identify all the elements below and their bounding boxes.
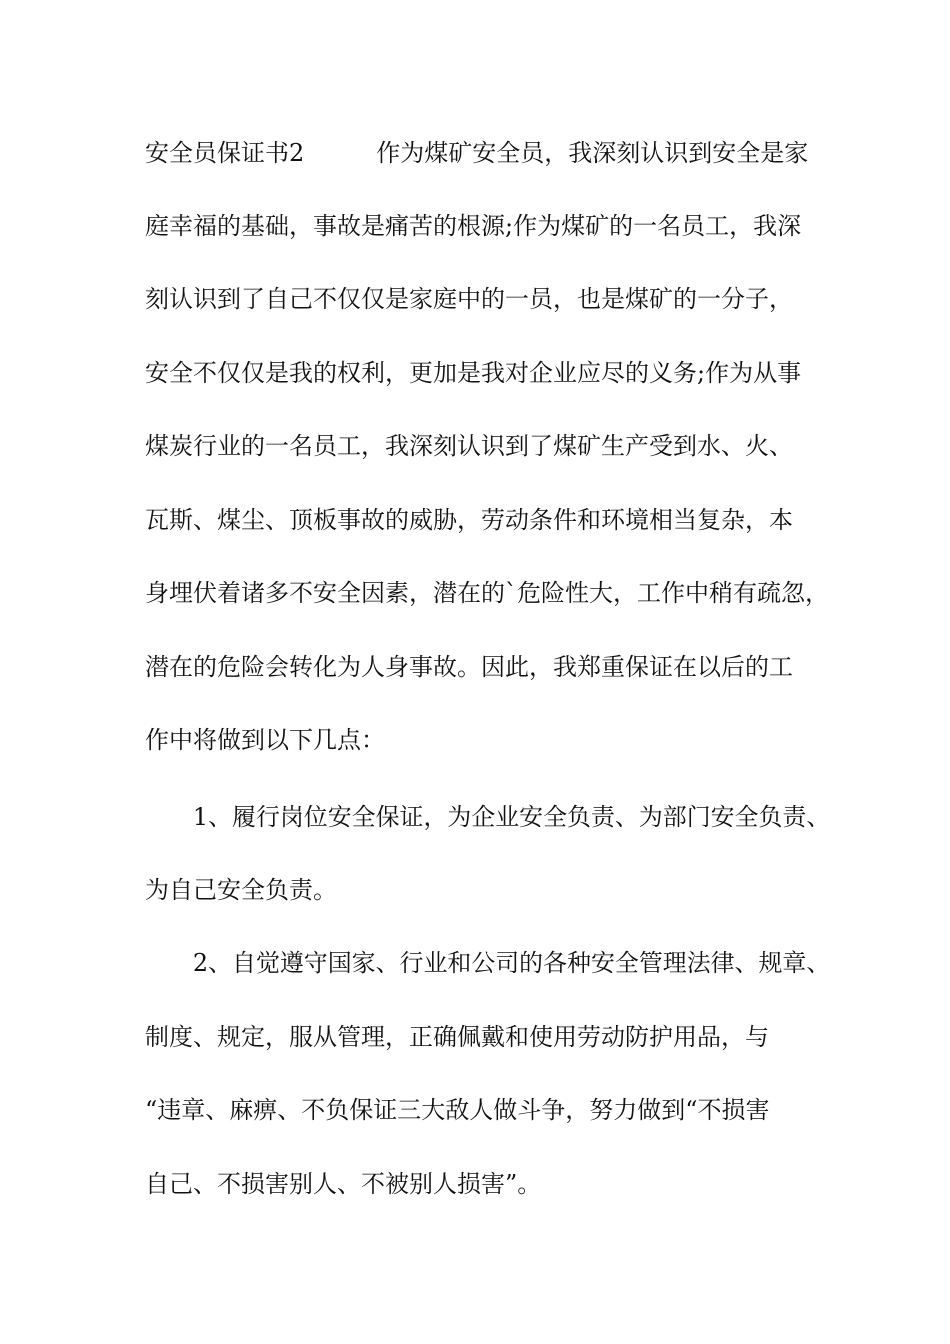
text-line-11: 为自己安全负责。 [145,876,337,904]
text-line-10: 1、履行岗位安全保证，为企业安全负责、为部门安全负责、 [145,803,831,831]
text-line-3: 刻认识到了自己不仅仅是家庭中的一员，也是煤矿的一分子， [145,285,793,313]
text-line-1: 安全员保证书2 作为煤矿安全员，我深刻认识到安全是家 [145,139,809,167]
text-line-2: 庭幸福的基础，事故是痛苦的根源;作为煤矿的一名员工，我深 [145,212,802,240]
text-line-9: 作中将做到以下几点： [145,726,385,754]
text-line-4: 安全不仅仅是我的权利，更加是我对企业应尽的义务;作为从事 [145,359,802,387]
text-line-15: 自己、不损害别人、不被别人损害”。 [145,1170,542,1198]
text-line-7: 身埋伏着诸多不安全因素，潜在的`危险性大，工作中稍有疏忽， [145,579,829,607]
text-line-8: 潜在的危险会转化为人身事故。因此，我郑重保证在以后的工 [145,653,793,681]
text-line-12: 2、自觉遵守国家、行业和公司的各种安全管理法律、规章、 [145,949,831,977]
text-line-5: 煤炭行业的一名员工，我深刻认识到了煤矿生产受到水、火、 [145,432,793,460]
text-line-6: 瓦斯、煤尘、顶板事故的威胁，劳动条件和环境相当复杂，本 [145,506,793,534]
text-line-13: 制度、规定，服从管理，正确佩戴和使用劳动防护用品，与 [145,1023,769,1051]
text-line-14: “违章、麻痹、不负保证三大敌人做斗争，努力做到“不损害 [145,1096,770,1124]
